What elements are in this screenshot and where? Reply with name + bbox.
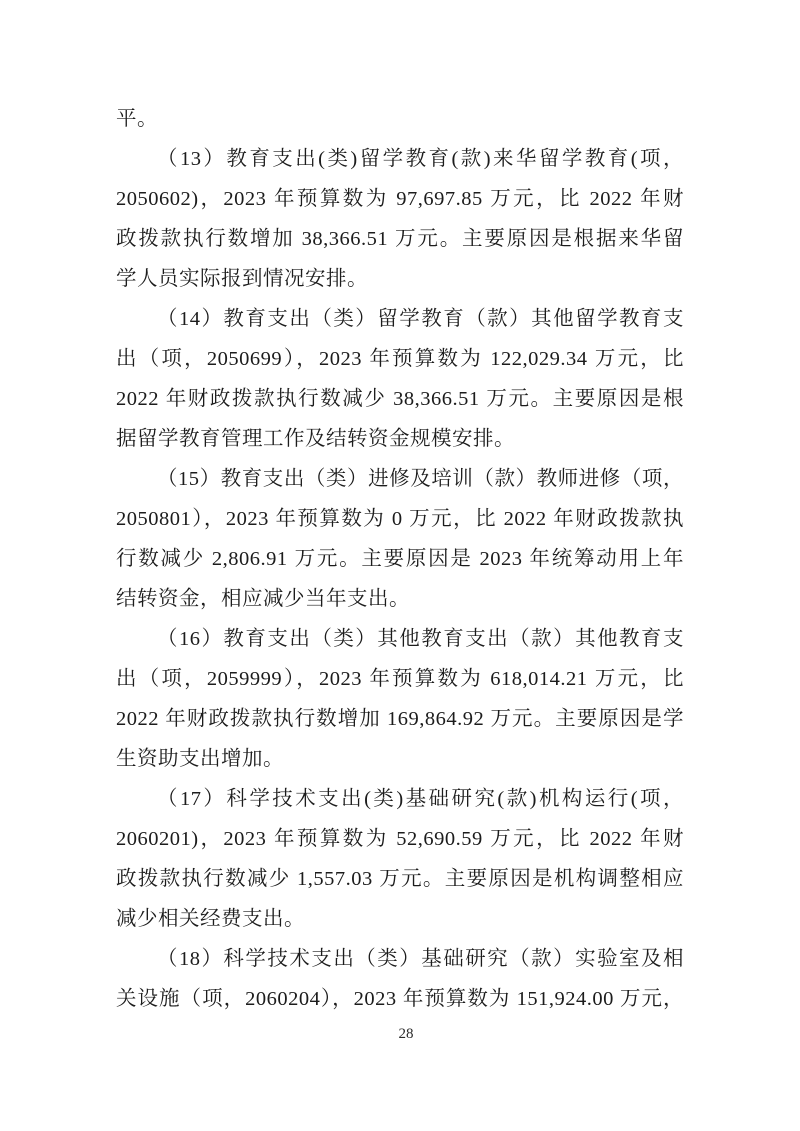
document-text-block [116,99,684,1019]
text-line: （17）科学技术支出(类)基础研究(款)机构运行(项， [157,788,684,810]
text-line: 减少相关经费支出。 [116,908,305,930]
paragraph-item-13 [116,139,684,299]
text-line: 学人员实际报到情况安排。 [116,268,368,290]
paragraph-item-18 [116,939,684,1019]
text-line: 出（项，2050699），2023 年预算数为 122,029.34 万元，比 [116,348,684,370]
text-line: 行数减少 2,806.91 万元。主要原因是 2023 年统筹动用上年 [116,548,684,570]
text-line: （14）教育支出（类）留学教育（款）其他留学教育支 [157,308,684,330]
text-line: 2050602)，2023 年预算数为 97,697.85 万元，比 2022 年财 [116,188,684,210]
text-line: 关设施（项，2060204），2023 年预算数为 151,924.00 万元， [116,988,684,1010]
text-line: 平。 [116,108,158,130]
text-line: （16）教育支出（类）其他教育支出（款）其他教育支 [157,628,684,650]
page-number: 28 [398,1026,414,1042]
paragraph-item-14 [116,299,684,459]
text-line: （13）教育支出(类)留学教育(款)来华留学教育(项， [157,148,684,170]
text-line: 结转资金，相应减少当年支出。 [116,588,410,610]
text-line: 2050801），2023 年预算数为 0 万元，比 2022 年财政拨款执 [116,508,684,530]
text-line: 2060201)，2023 年预算数为 52,690.59 万元，比 2022 年财 [116,828,684,850]
paragraph-item-16 [116,619,684,779]
text-line: 政拨款执行数减少 1,557.03 万元。主要原因是机构调整相应 [116,868,684,890]
text-line: 政拨款执行数增加 38,366.51 万元。主要原因是根据来华留 [116,228,684,250]
text-line: 据留学教育管理工作及结转资金规模安排。 [116,428,515,450]
paragraph-continuation [116,99,684,139]
text-line: 2022 年财政拨款执行数增加 169,864.92 万元。主要原因是学 [116,708,684,730]
text-line: （15）教育支出（类）进修及培训（款）教师进修（项， [157,468,684,490]
page-footer [12,1026,800,1043]
text-line: 2022 年财政拨款执行数减少 38,366.51 万元。主要原因是根 [116,388,684,410]
text-line: 出（项，2059999），2023 年预算数为 618,014.21 万元，比 [116,668,684,690]
paragraph-item-15 [116,459,684,619]
text-line: 生资助支出增加。 [116,748,284,770]
paragraph-item-17 [116,779,684,939]
text-line: （18）科学技术支出（类）基础研究（款）实验室及相 [157,948,684,970]
